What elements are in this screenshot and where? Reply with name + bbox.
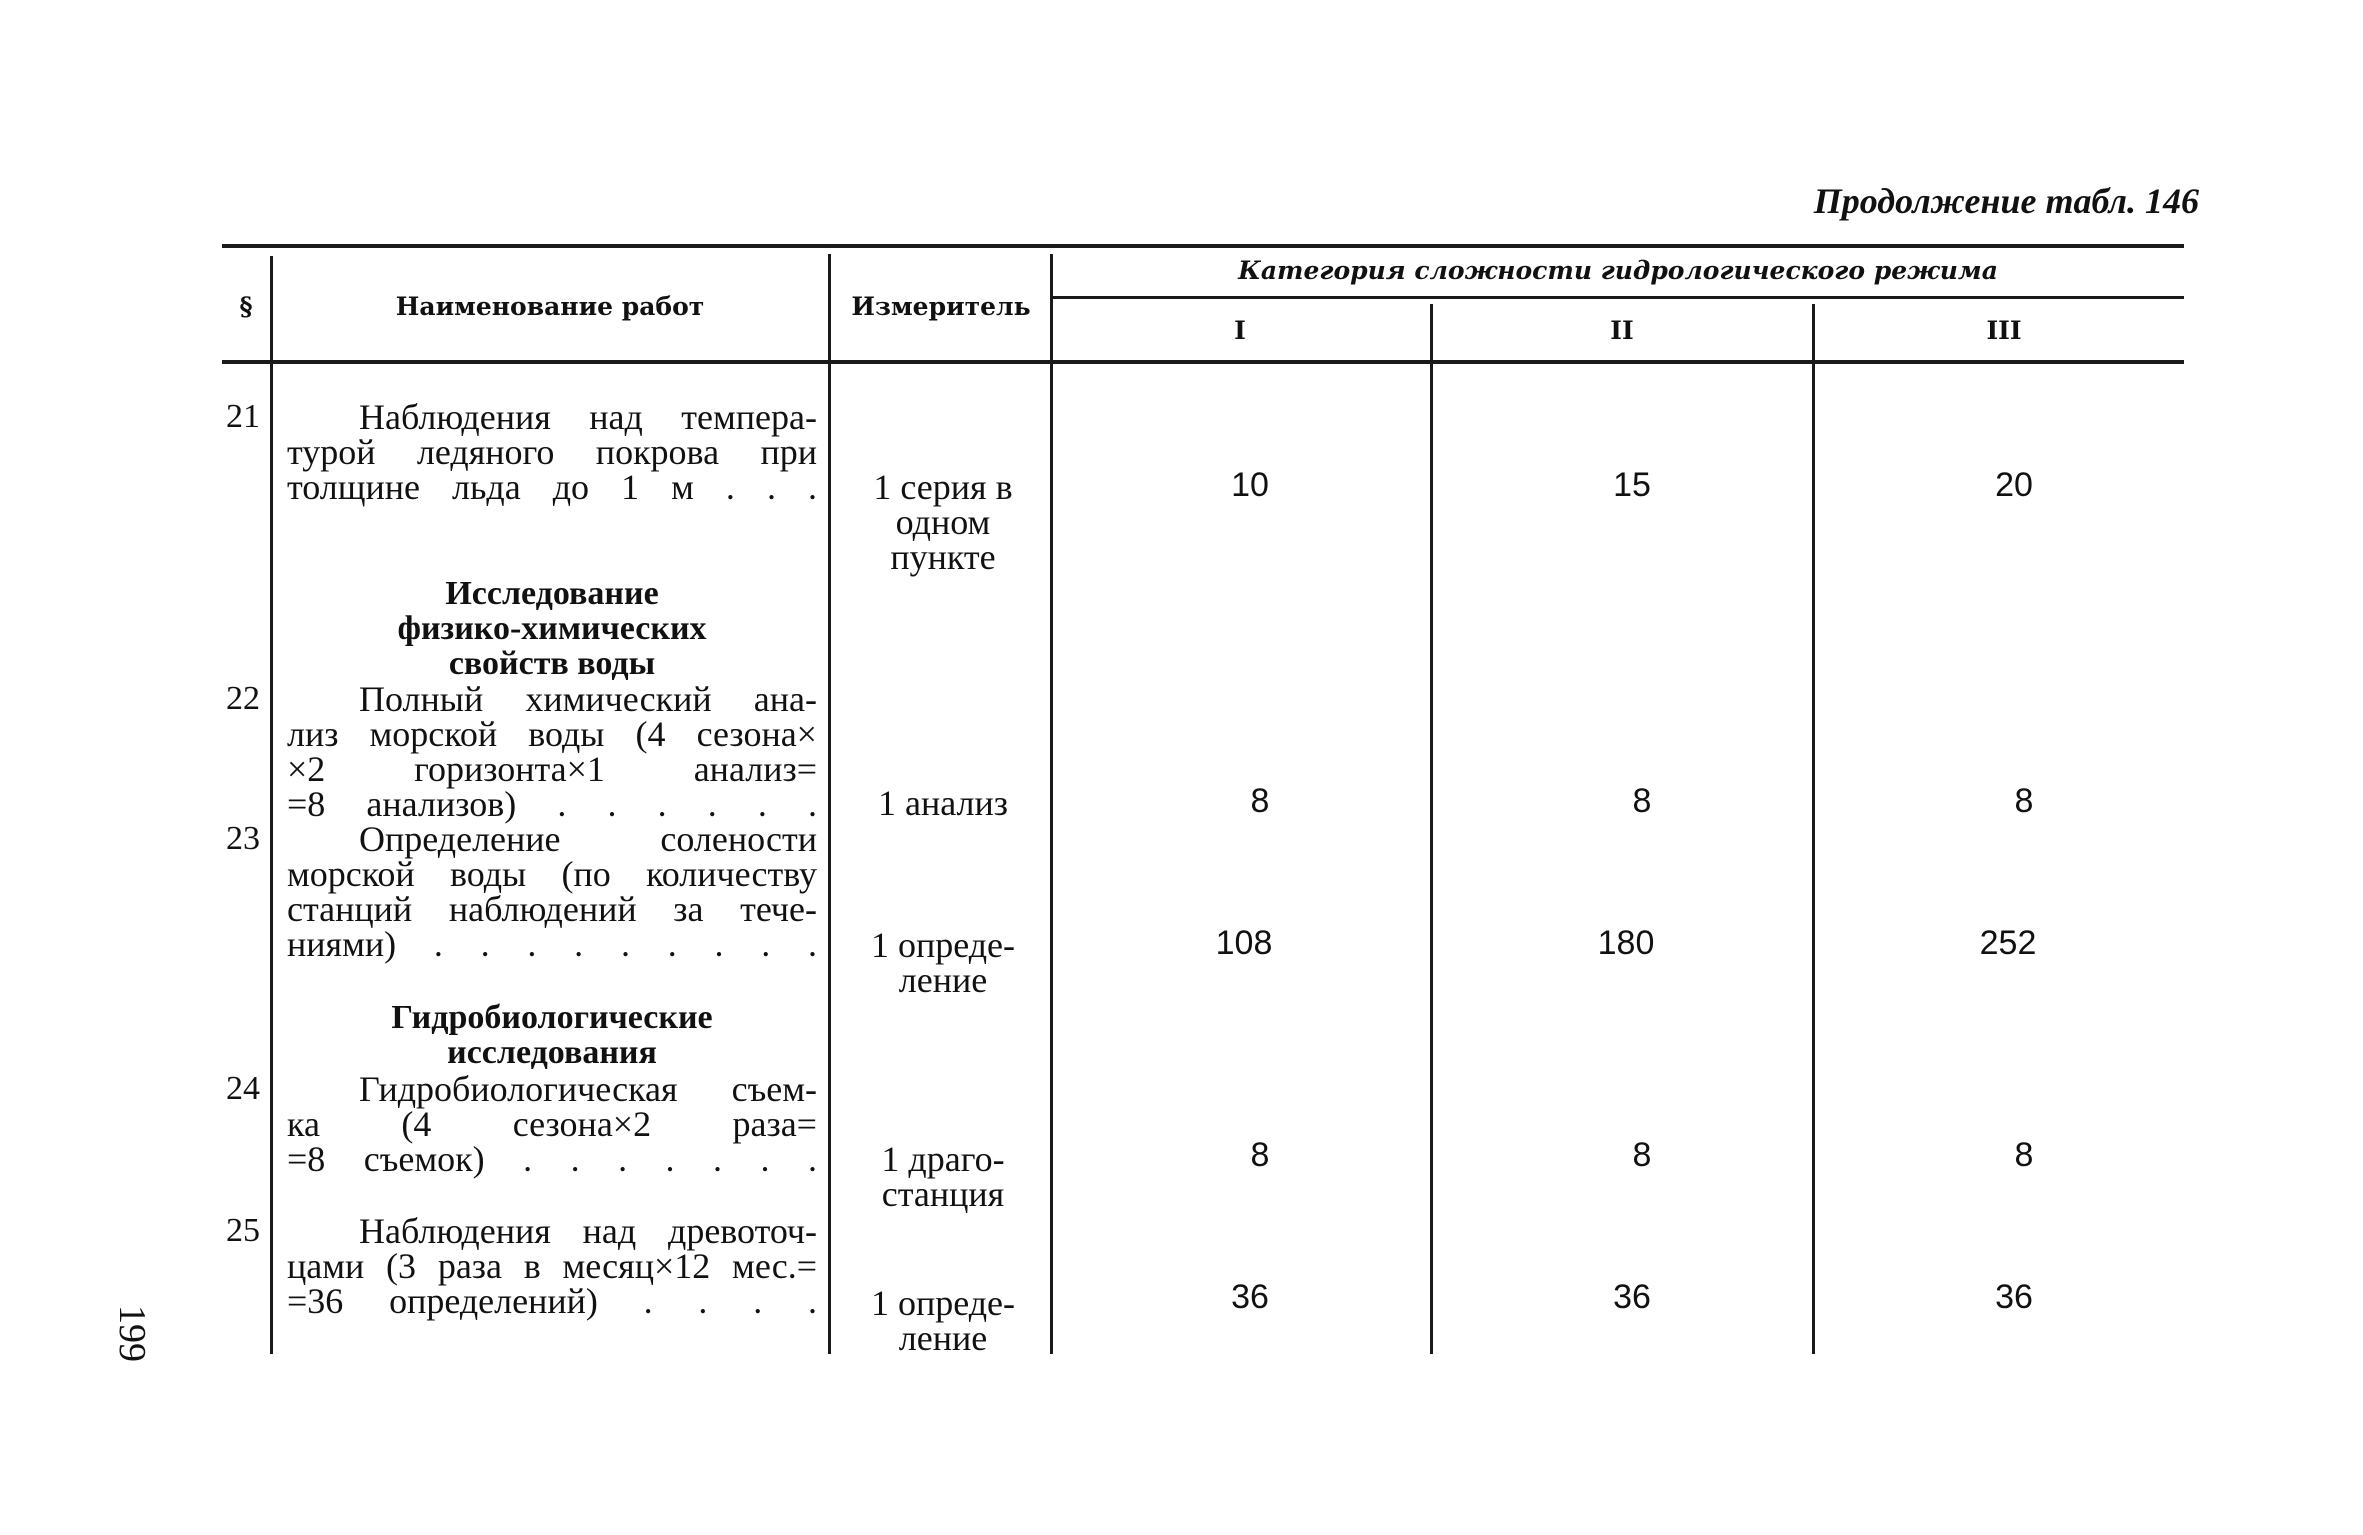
value-cat-3: 36 [1995, 1278, 2033, 1316]
divider-cat-1 [1430, 304, 1433, 1354]
unit-line: 1 опреде- [870, 925, 1016, 965]
value-cat-3: 20 [1995, 466, 2033, 504]
value-cat-2: 8 [1632, 782, 1652, 820]
name-line: лиз морской воды (4 сезона× [287, 714, 817, 754]
name-line: морской воды (по количеству [287, 854, 817, 894]
divider-unit [1050, 254, 1053, 1354]
unit-line: 1 серия в [873, 467, 1013, 507]
row-name [287, 1211, 817, 1321]
row-number: 21 [226, 398, 260, 435]
row-unit [838, 783, 1048, 823]
section-line: физико-химических [397, 610, 707, 647]
section-line: Исследование [445, 575, 659, 612]
value-cat-3: 8 [2014, 782, 2034, 820]
row-name [287, 819, 817, 964]
section-line: Гидробиологические [391, 999, 713, 1036]
unit-line: пункте [890, 537, 996, 577]
name-line: турой ледяного покрова при [287, 432, 817, 472]
value-cat-3: 8 [2014, 1136, 2034, 1174]
name-line: =36 определений) . . . . [287, 1281, 817, 1321]
name-line: Определение солености [359, 819, 817, 859]
name-line: ×2 горизонта×1 анализ= [287, 749, 817, 789]
value-cat-2: 180 [1597, 924, 1655, 962]
name-line: Гидробиологическая съем- [359, 1069, 817, 1109]
row-name [287, 1069, 817, 1179]
name-line: Полный химический ана- [359, 679, 817, 719]
section-line: исследования [447, 1034, 657, 1071]
name-line: станций наблюдений за тече- [287, 889, 817, 929]
name-line: Наблюдения над темпера- [359, 397, 817, 437]
table-caption: Продолжение табл. 146 [1813, 181, 2199, 221]
row-unit [838, 1139, 1048, 1214]
name-line: толщине льда до 1 м . . . [287, 467, 817, 507]
row-unit [838, 1283, 1048, 1358]
name-line: ка (4 сезона×2 раза= [287, 1104, 817, 1144]
row-number: 25 [226, 1212, 260, 1249]
page-number: 199 [111, 1305, 153, 1362]
row-number: 22 [226, 680, 260, 717]
name-line: Наблюдения над древоточ- [359, 1211, 817, 1251]
header-cat-3: III [1986, 316, 2022, 345]
row-number: 24 [226, 1070, 260, 1107]
divider-paragraph [270, 256, 273, 1354]
value-cat-1: 8 [1250, 782, 1270, 820]
category-underline [1052, 296, 2184, 299]
row-unit [838, 925, 1048, 1000]
unit-line: 1 опреде- [870, 1283, 1016, 1323]
divider-cat-2 [1812, 304, 1815, 1354]
unit-line: 1 драго- [881, 1139, 1005, 1179]
row-name [287, 397, 817, 507]
row-unit [838, 467, 1048, 577]
name-line: =8 анализов) . . . . . . [287, 784, 817, 824]
header-cat-1: I [1234, 316, 1246, 345]
row-name [287, 679, 817, 824]
value-cat-2: 15 [1613, 466, 1651, 504]
unit-line: ление [898, 960, 988, 1000]
header-paragraph: § [239, 292, 253, 321]
section-line: свойств воды [448, 645, 656, 682]
value-cat-1: 10 [1231, 466, 1269, 504]
name-line: ниями) . . . . . . . . . [287, 924, 817, 964]
value-cat-1: 8 [1250, 1136, 1270, 1174]
unit-line: 1 анализ [878, 783, 1008, 823]
value-cat-2: 36 [1613, 1278, 1651, 1316]
name-line: =8 съемок) . . . . . . . [287, 1139, 817, 1179]
header-bottom-rule [222, 360, 2184, 364]
value-cat-1: 36 [1231, 1278, 1269, 1316]
top-rule [222, 244, 2184, 248]
unit-line: станция [881, 1174, 1005, 1214]
section-heading [287, 576, 817, 681]
header-category: Категория сложности гидрологического режима [1238, 256, 1998, 285]
value-cat-1: 108 [1215, 924, 1273, 962]
unit-line: ление [898, 1318, 988, 1358]
header-name: Наименование работ [395, 292, 705, 321]
divider-name [828, 254, 831, 1354]
name-line: цами (3 раза в месяц×12 мес.= [287, 1246, 817, 1286]
row-number: 23 [226, 820, 260, 857]
value-cat-3: 252 [1979, 924, 2037, 962]
header-cat-2: II [1610, 316, 1634, 345]
value-cat-2: 8 [1632, 1136, 1652, 1174]
section-heading [287, 1000, 817, 1070]
header-unit: Измеритель [851, 292, 1031, 321]
unit-line: одном [895, 502, 991, 542]
